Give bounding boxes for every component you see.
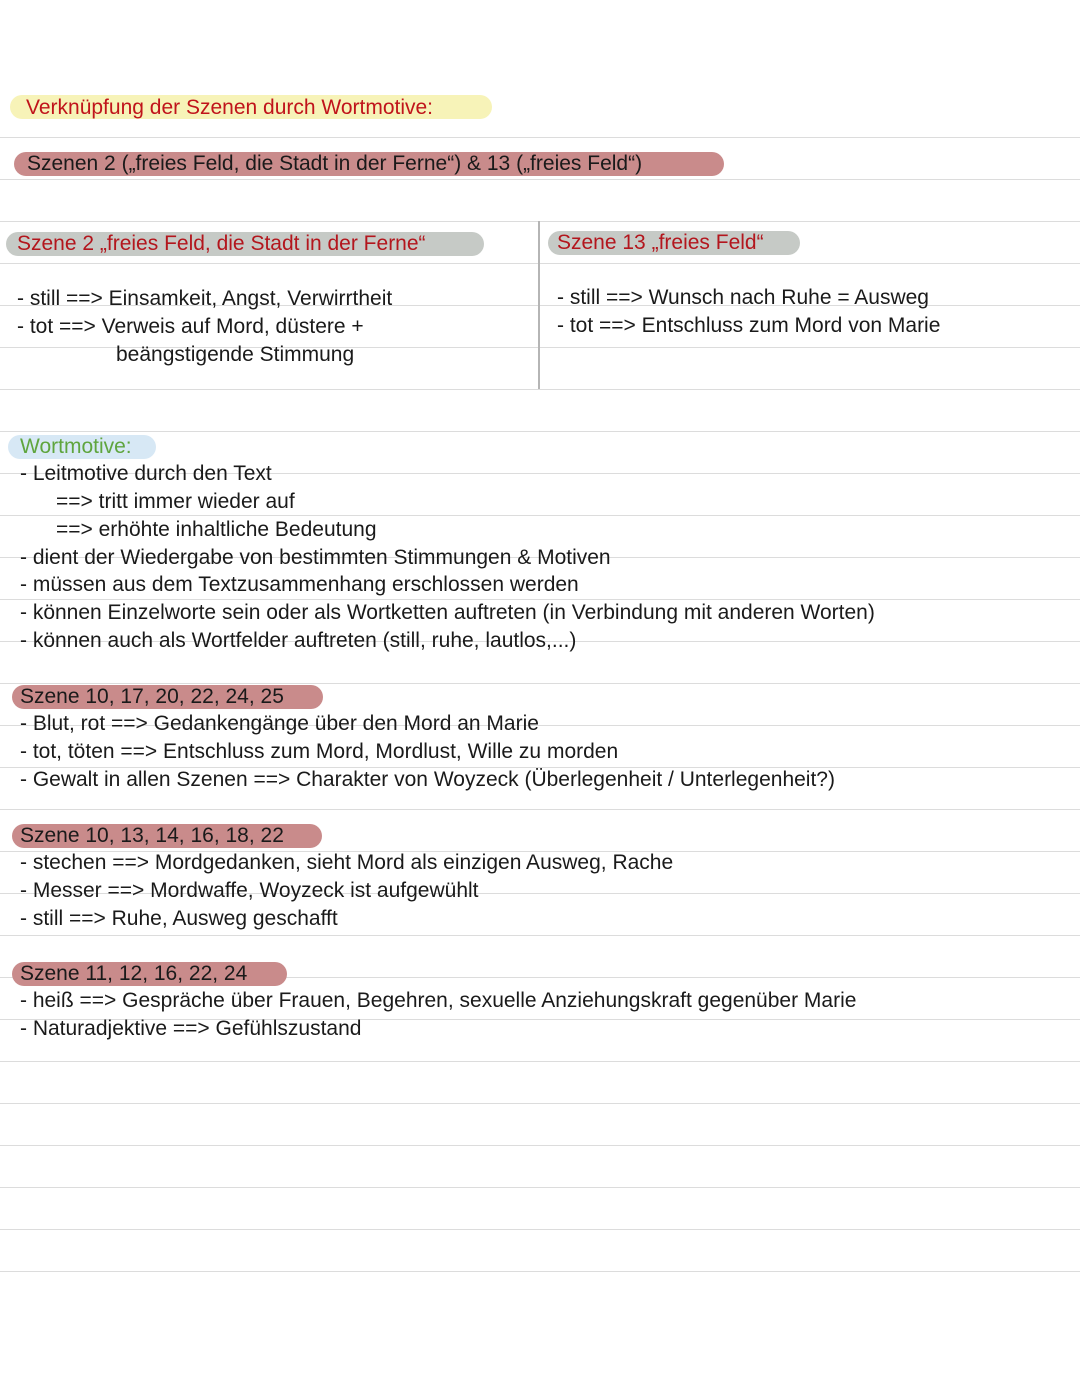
ruled-line <box>0 389 1080 390</box>
scene-group-line: - stechen ==> Mordgedanken, sieht Mord als einzigen Ausweg, Rache <box>20 851 674 874</box>
ruled-line <box>0 1229 1080 1230</box>
ruled-line <box>0 935 1080 936</box>
left-item: - tot ==> Verweis auf Mord, düstere + <box>17 315 364 338</box>
ruled-line <box>0 1271 1080 1272</box>
scene-group-heading: Szene 11, 12, 16, 22, 24 <box>20 962 248 985</box>
ruled-line <box>0 1145 1080 1146</box>
scene-group-heading: Szene 10, 13, 14, 16, 18, 22 <box>20 824 284 847</box>
ruled-line <box>0 431 1080 432</box>
ruled-line <box>0 179 1080 180</box>
wortmotive-heading: Wortmotive: <box>20 435 132 458</box>
right-item: - tot ==> Entschluss zum Mord von Marie <box>557 314 941 337</box>
scene-group-line: - Messer ==> Mordwaffe, Woyzeck ist aufgewühlt <box>20 879 479 902</box>
scene-group-heading: Szene 10, 17, 20, 22, 24, 25 <box>20 685 284 708</box>
wortmotive-line: - dient der Wiedergabe von bestimmten Stimmungen & Motiven <box>20 546 611 569</box>
page-title: Verknüpfung der Szenen durch Wortmotive: <box>26 96 434 119</box>
wortmotive-line: - können Einzelworte sein oder als Wortketten auftreten (in Verbindung mit anderen Worten) <box>20 601 875 624</box>
right-column-header: Szene 13 „freies Feld“ <box>557 231 764 254</box>
wortmotive-line: - müssen aus dem Textzusammenhang erschlossen werden <box>20 573 579 596</box>
table-divider <box>538 221 540 389</box>
ruled-line <box>0 1061 1080 1062</box>
wortmotive-line: - können auch als Wortfelder auftreten (still, ruhe, lautlos,...) <box>20 629 577 652</box>
scene-group-line: - heiß ==> Gespräche über Frauen, Begehren, sexuelle Anziehungskraft gegenüber Marie <box>20 989 857 1012</box>
ruled-line <box>0 515 1080 516</box>
ruled-line <box>0 221 1080 222</box>
ruled-line <box>0 263 1080 264</box>
left-item: - still ==> Einsamkeit, Angst, Verwirrtheit <box>17 287 393 310</box>
ruled-line <box>0 809 1080 810</box>
scene-group-line: - Gewalt in allen Szenen ==> Charakter von Woyzeck (Überlegenheit / Unterlegenheit?) <box>20 768 835 791</box>
ruled-line <box>0 137 1080 138</box>
scene-group-line: - Blut, rot ==> Gedankengänge über den Mord an Marie <box>20 712 539 735</box>
wortmotive-line: - Leitmotive durch den Text <box>20 462 272 485</box>
left-column-header: Szene 2 „freies Feld, die Stadt in der Ferne“ <box>17 232 426 255</box>
left-item: beängstigende Stimmung <box>116 343 355 366</box>
right-item: - still ==> Wunsch nach Ruhe = Ausweg <box>557 286 929 309</box>
wortmotive-line: ==> tritt immer wieder auf <box>56 490 295 513</box>
scene-group-line: - tot, töten ==> Entschluss zum Mord, Mordlust, Wille zu morden <box>20 740 619 763</box>
ruled-line <box>0 1103 1080 1104</box>
ruled-line <box>0 1187 1080 1188</box>
wortmotive-line: ==> erhöhte inhaltliche Bedeutung <box>56 518 377 541</box>
scene-group-line: - Naturadjektive ==> Gefühlszustand <box>20 1017 362 1040</box>
scene-group-line: - still ==> Ruhe, Ausweg geschafft <box>20 907 338 930</box>
subtitle: Szenen 2 („freies Feld, die Stadt in der Ferne“) & 13 („freies Feld“) <box>27 152 643 175</box>
